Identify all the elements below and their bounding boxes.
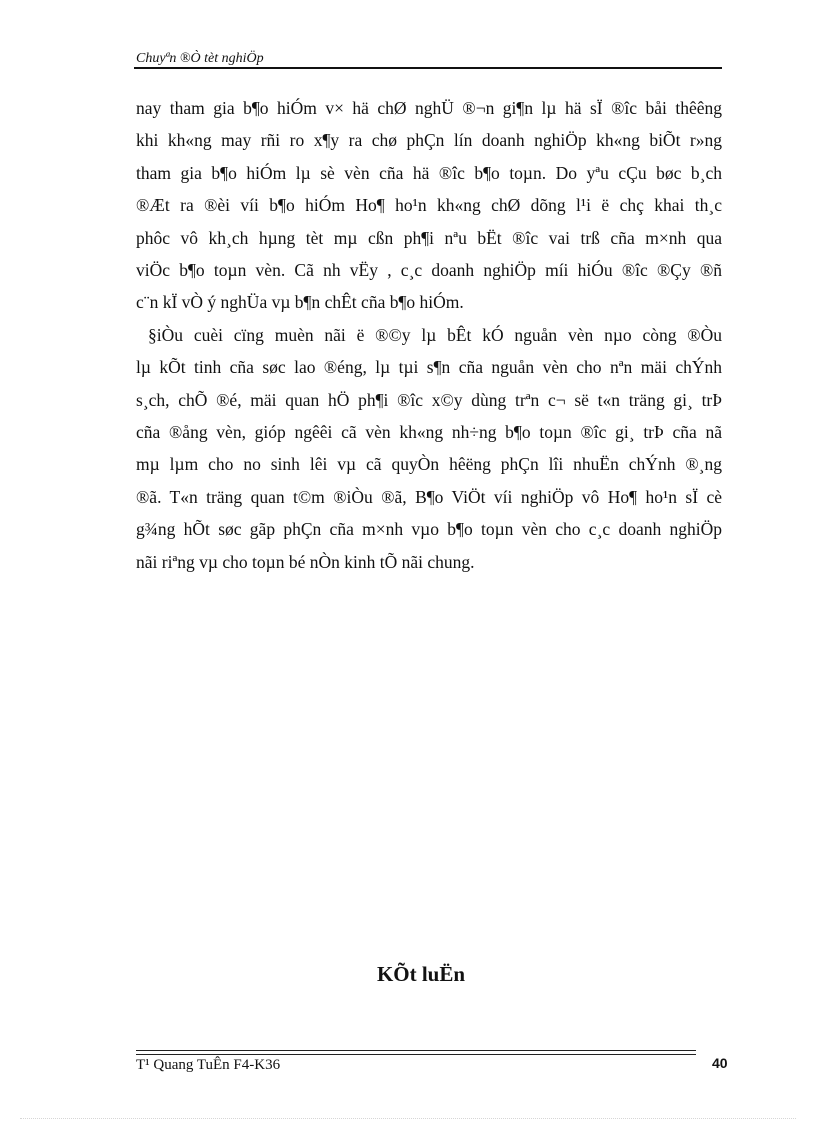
footer-author: T¹ Quang TuÊn F4-K36 (136, 1057, 281, 1073)
text-line: ®Æt ra ®èi víi b¶o hiÓm Ho¶ ho¹n kh«ng chØ dõng l¹i ë chç khai th¸c (136, 195, 722, 216)
text-line: mµ lµm cho no sinh lêi vµ cã quyÒn hêëng phÇn lîi nhuËn chÝnh ®¸ng (136, 454, 722, 475)
text-line: viÖc b¶o toµn vèn. Cã nh vËy , c¸c doanh nghiÖp míi hiÓu ®îc ®Çy ®ñ (136, 260, 722, 281)
text-line: cña ®ång vèn, gióp ngêêi cã vèn kh«ng nh÷ng b¶o toµn ®îc gi¸ trÞ cña nã (136, 422, 722, 443)
text-line: c¨n kÏ vÒ ý nghÜa vµ b¶n chÊt cña b¶o hiÓm. (136, 292, 464, 313)
text-line: g¾ng hÕt søc gãp phÇn cña m×nh vµo b¶o toµn vèn cho c¸c doanh nghiÖp (136, 519, 722, 540)
conclusion-heading: KÕt luËn (376, 962, 466, 986)
text-line: s¸ch, chÕ ®é, mäi quan hÖ ph¶i ®îc x©y dùng trªn c¬ së t«n träng gi¸ trÞ (136, 389, 722, 410)
footer-rule-bottom (136, 1054, 696, 1055)
running-header-title: Chuyªn ®Ò tèt nghiÖp (136, 51, 264, 66)
body-paragraphs (136, 92, 722, 578)
text-line: nãi riªng vµ cho toµn bé nÒn kinh tÕ nãi chung. (136, 551, 475, 572)
page-bottom-border (20, 1118, 796, 1119)
text-line: tham gia b¶o hiÓm lµ sè vèn cña hä ®îc b¶o toµn. Do yªu cÇu bøc b¸ch (136, 162, 722, 183)
text-line: §iÒu cuèi cïng muèn nãi ë ®©y lµ bÊt kÓ nguån vèn nµo còng ®Òu (148, 324, 722, 345)
text-line: khi kh«ng may rñi ro x¶y ra chø phÇn lín doanh nghiÖp kh«ng biÕt r»ng (136, 130, 722, 151)
footer-rule-top (136, 1050, 696, 1051)
header-rule (134, 67, 722, 69)
text-line: nay tham gia b¶o hiÓm v× hä chØ nghÜ ®¬n gi¶n lµ hä sÏ ®îc båi thêêng (136, 98, 722, 118)
page-number: 40 (712, 1055, 728, 1071)
text-line: phôc vô kh¸ch hµng tèt mµ cßn ph¶i nªu bËt ®îc vai trß cña m×nh qua (136, 227, 722, 248)
text-line: ®ã. T«n träng quan t©m ®iÒu ®ã, B¶o ViÖt víi nghiÖp vô Ho¶ ho¹n sÏ cè (136, 486, 722, 507)
text-line: lµ kÕt tinh cña søc lao ®éng, lµ tµi s¶n cña nguån vèn cho nªn mäi chÝnh (136, 357, 722, 378)
